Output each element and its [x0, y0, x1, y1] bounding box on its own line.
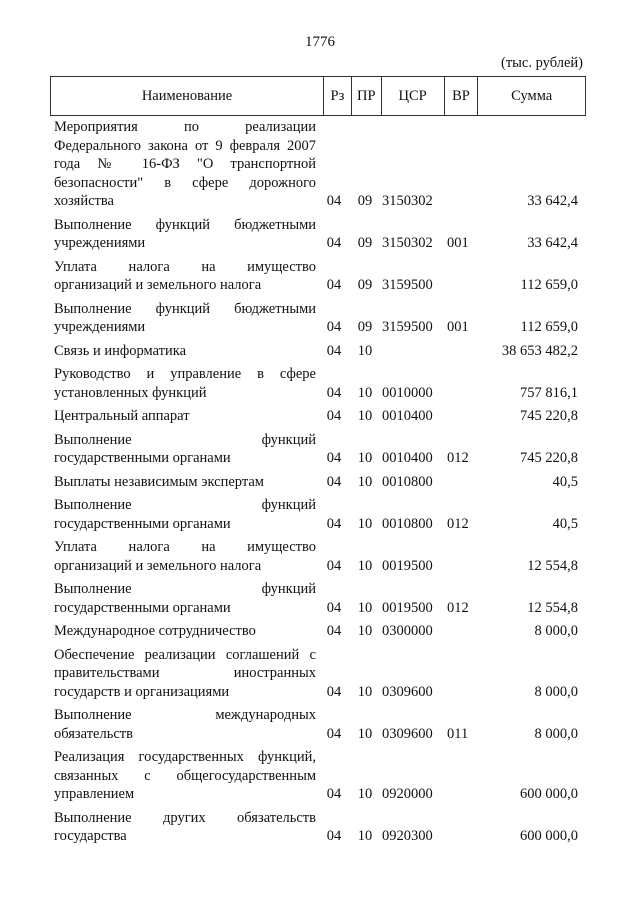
row-sum: 600 000,0 [520, 828, 578, 844]
row-name [50, 496, 320, 533]
row-vr: 012 [447, 515, 469, 532]
table-row [50, 431, 586, 468]
table-row [50, 622, 586, 641]
row-vr: 012 [447, 599, 469, 616]
row-pr: 10 [357, 786, 373, 802]
row-name [50, 748, 320, 804]
table-row [50, 118, 586, 211]
row-name [50, 809, 320, 846]
row-csr: 0010800 [382, 515, 433, 532]
row-name-line: Выплаты независимым экспертам [54, 473, 264, 490]
row-rz: 04 [326, 828, 342, 844]
row-sum: 33 642,4 [527, 193, 578, 209]
row-rz: 04 [326, 277, 342, 293]
row-pr: 10 [357, 384, 373, 401]
table-row [50, 342, 586, 361]
table-row [50, 580, 586, 617]
table-row [50, 706, 586, 743]
row-name [50, 258, 320, 295]
row-rz: 04 [326, 599, 342, 616]
page-number: 1776 [305, 34, 335, 50]
row-name-line: Реализация государственных функций, [54, 749, 316, 765]
row-name-line: Международное сотрудничество [54, 623, 256, 639]
row-name-line: организаций и земельного налога [54, 277, 262, 293]
row-sum: 40,5 [552, 473, 578, 490]
row-name [50, 342, 320, 361]
table-row [50, 300, 586, 337]
row-sum: 8 000,0 [534, 725, 578, 742]
row-rz: 04 [326, 683, 342, 700]
row-pr: 09 [357, 235, 373, 251]
table-row [50, 538, 586, 575]
row-rz: 04 [326, 623, 342, 639]
row-pr: 10 [357, 623, 373, 639]
row-name-line: Выполнение функций [54, 581, 316, 597]
row-csr: 3159500 [382, 277, 433, 293]
row-name-line: Связь и информатика [54, 342, 187, 359]
row-sum: 38 653 482,2 [501, 342, 578, 359]
row-vr: 011 [447, 725, 469, 742]
header-sum: Сумма [511, 87, 553, 104]
row-rz: 04 [326, 235, 342, 251]
row-name-line: государства [54, 828, 127, 844]
row-sum: 112 659,0 [520, 319, 578, 335]
table-row [50, 473, 586, 492]
row-csr: 0010400 [382, 450, 433, 466]
row-rz: 04 [326, 725, 342, 742]
row-name-line: Мероприятия по реализации [54, 119, 316, 135]
header-csr: ЦСР [382, 77, 445, 115]
row-pr: 10 [357, 683, 373, 700]
row-pr: 10 [357, 408, 373, 424]
row-csr: 0300000 [382, 623, 433, 639]
row-vr: 012 [447, 450, 469, 466]
header-vr: ВР [445, 77, 479, 115]
header-name: Наименование [51, 77, 324, 115]
table-row [50, 216, 586, 253]
row-rz: 04 [326, 408, 342, 424]
row-name-line: Выполнение других обязательств [54, 809, 316, 826]
table-row [50, 809, 586, 846]
row-csr: 0019500 [382, 557, 433, 574]
table-row [50, 365, 586, 402]
table-row [50, 407, 586, 426]
row-name [50, 216, 320, 253]
row-name-line: учреждениями [54, 235, 146, 251]
row-rz: 04 [326, 193, 342, 209]
row-csr: 0920300 [382, 828, 433, 844]
row-sum: 745 220,8 [520, 450, 578, 466]
row-vr: 001 [447, 319, 469, 335]
row-csr: 3159500 [382, 319, 433, 335]
row-rz: 04 [326, 786, 342, 802]
row-name-line: Выполнение функций [54, 431, 316, 448]
row-csr: 0010400 [382, 408, 433, 424]
row-csr: 0019500 [382, 599, 433, 616]
row-csr: 0309600 [382, 683, 433, 700]
row-name-line: государств и организациями [54, 683, 230, 700]
row-name-line: установленных функций [54, 384, 207, 401]
row-rz: 04 [326, 557, 342, 574]
row-pr: 09 [357, 319, 373, 335]
row-name [50, 538, 320, 575]
row-csr: 0920000 [382, 786, 433, 802]
row-name [50, 118, 320, 211]
row-name [50, 300, 320, 337]
row-name-line: государственными органами [54, 450, 231, 466]
row-pr: 10 [357, 725, 373, 742]
row-pr: 09 [357, 193, 373, 209]
table-header [50, 76, 586, 116]
row-sum: 33 642,4 [527, 235, 578, 251]
row-pr: 10 [357, 599, 373, 616]
row-name-line: Выполнение международных [54, 707, 316, 723]
header-rz: Рз [324, 77, 352, 115]
row-name [50, 365, 320, 402]
row-pr: 10 [357, 828, 373, 844]
table-row [50, 646, 586, 702]
row-name-line: обязательств [54, 725, 133, 742]
row-name-line: Выполнение функций бюджетными [54, 216, 316, 233]
row-sum: 8 000,0 [534, 623, 578, 639]
row-csr: 0309600 [382, 725, 433, 742]
row-sum: 757 816,1 [520, 384, 578, 401]
row-name [50, 431, 320, 468]
row-name [50, 473, 320, 492]
row-rz: 04 [326, 515, 342, 532]
table-body [50, 118, 586, 851]
row-csr: 0010000 [382, 384, 433, 401]
row-sum: 40,5 [552, 515, 578, 532]
row-name-line: государственными органами [54, 599, 231, 616]
row-vr: 001 [447, 235, 469, 251]
row-pr: 10 [357, 515, 373, 532]
row-name-line: Уплата налога на имущество [54, 539, 316, 555]
header-pr: ПР [352, 77, 382, 115]
units-label: (тыс. рублей) [501, 55, 583, 71]
row-csr: 3150302 [382, 235, 433, 251]
row-pr: 09 [357, 277, 373, 293]
row-name [50, 646, 320, 702]
row-name-line: хозяйства [54, 193, 114, 209]
row-name-line: Уплата налога на имущество [54, 258, 316, 275]
row-name [50, 580, 320, 617]
row-rz: 04 [326, 384, 342, 401]
row-name-line: государственными органами [54, 515, 231, 532]
row-name-line: Обеспечение реализации соглашений с [54, 646, 316, 663]
row-name [50, 407, 320, 426]
row-sum: 745 220,8 [520, 408, 578, 424]
row-sum: 112 659,0 [520, 277, 578, 293]
row-sum: 12 554,8 [527, 599, 578, 616]
row-sum: 600 000,0 [520, 786, 578, 802]
row-sum: 12 554,8 [527, 557, 578, 574]
row-name-line: года № 16-ФЗ "О транспортной [54, 156, 316, 172]
row-rz: 04 [326, 473, 342, 490]
row-rz: 04 [326, 342, 342, 359]
row-csr: 3150302 [382, 193, 433, 209]
row-sum: 8 000,0 [534, 683, 578, 700]
row-pr: 10 [357, 473, 373, 490]
row-rz: 04 [326, 450, 342, 466]
row-name-line: Федерального закона от 9 февраля 2007 [54, 137, 316, 154]
row-name-line: учреждениями [54, 319, 146, 335]
row-rz: 04 [326, 319, 342, 335]
row-name [50, 706, 320, 743]
row-name-line: Выполнение функций [54, 497, 316, 513]
table-row [50, 496, 586, 533]
row-name-line: Выполнение функций бюджетными [54, 300, 316, 317]
row-name-line: организаций и земельного налога [54, 557, 262, 574]
row-name-line: безопасности" в сфере дорожного [54, 174, 316, 191]
row-name-line: связанных с общегосударственным [54, 767, 316, 784]
row-pr: 10 [357, 557, 373, 574]
table-row [50, 258, 586, 295]
row-name-line: правительствами иностранных [54, 665, 316, 681]
row-name-line: Руководство и управление в сфере [54, 366, 316, 382]
row-name-line: управлением [54, 786, 135, 802]
table-row [50, 748, 586, 804]
row-pr: 10 [357, 450, 373, 466]
row-csr: 0010800 [382, 473, 433, 490]
row-name [50, 622, 320, 641]
row-name-line: Центральный аппарат [54, 408, 190, 424]
row-pr: 10 [357, 342, 373, 359]
